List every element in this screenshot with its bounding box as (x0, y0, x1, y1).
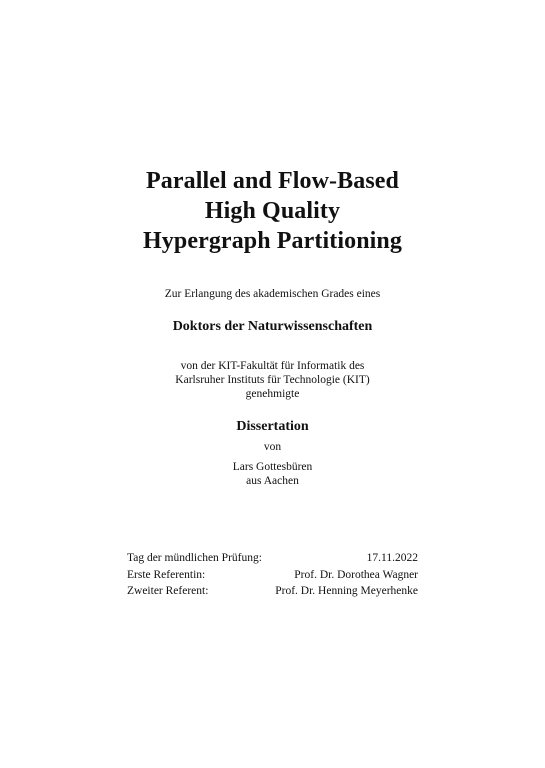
document-type: Dissertation (236, 419, 309, 434)
faculty-statement (0, 359, 545, 401)
detail-label: Tag der mündlichen Prüfung: (127, 552, 262, 564)
detail-value: Prof. Dr. Dorothea Wagner (294, 568, 418, 581)
detail-value: 17.11.2022 (366, 552, 418, 564)
detail-label: Erste Referentin: (127, 568, 206, 581)
degree-name: Doktors der Naturwissenschaften (172, 319, 373, 334)
detail-row-exam-date (127, 550, 418, 567)
detail-value: Prof. Dr. Henning Meyerhenke (275, 585, 418, 597)
examination-details (127, 550, 418, 600)
author-origin: aus Aachen (246, 475, 299, 487)
degree-intro: Zur Erlangung des akademischen Grades eines (164, 288, 381, 300)
author-name: Lars Gottesbüren (232, 461, 313, 473)
thesis-title (0, 166, 545, 256)
detail-row-second-referee (127, 583, 418, 600)
detail-label: Zweiter Referent: (127, 585, 209, 597)
detail-row-first-referee (127, 567, 418, 584)
thesis-title-line-2: High Quality (204, 198, 341, 224)
author-block (0, 460, 545, 488)
by-label: von (263, 441, 282, 453)
faculty-line-2: Karlsruher Instituts für Technologie (KIT) (175, 374, 370, 386)
faculty-line-3: genehmigte (245, 388, 300, 400)
faculty-line-1: von der KIT-Fakultät für Informatik des (180, 360, 365, 372)
thesis-title-line-3: Hypergraph Partitioning (143, 228, 402, 254)
thesis-title-line-1: Parallel and Flow-Based (146, 168, 399, 194)
